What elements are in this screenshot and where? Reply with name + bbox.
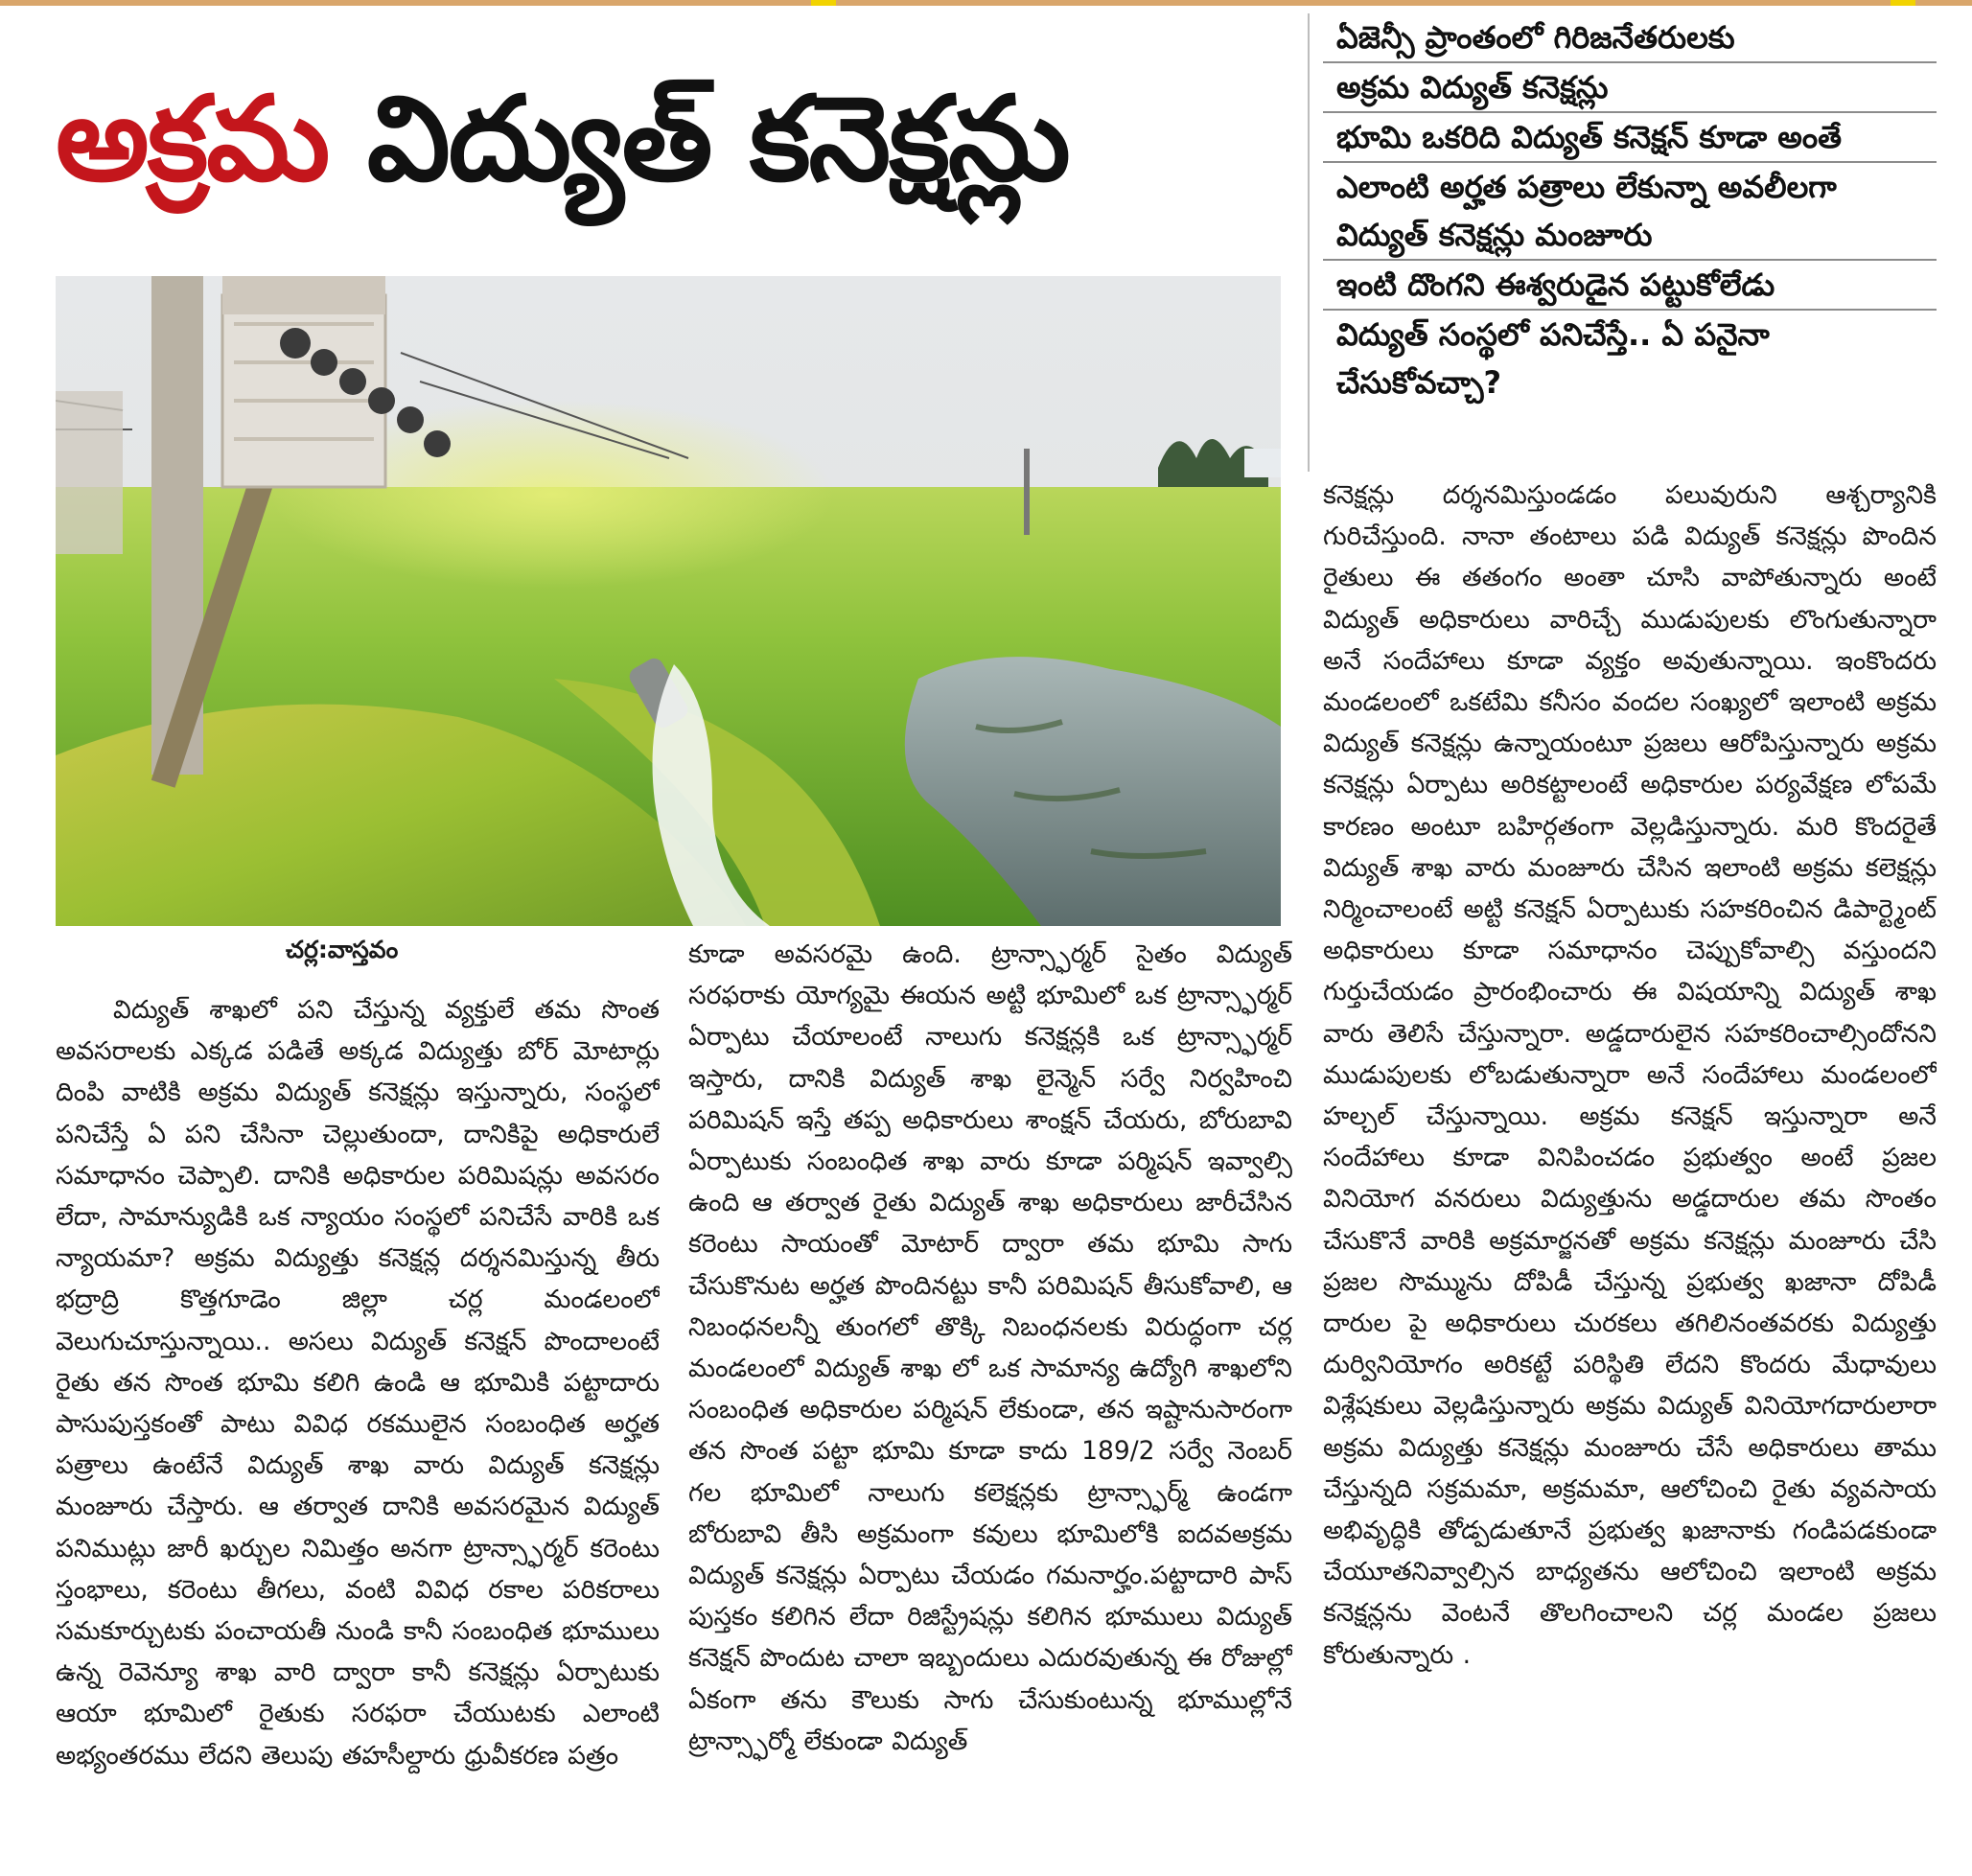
strip-mark bbox=[1891, 0, 1915, 6]
highlight-line: విద్యుత్ సంస్థలో పనిచేస్తే.. ఏ పనైనా bbox=[1336, 316, 1770, 353]
strip-mark bbox=[811, 0, 836, 6]
article-paragraph: కూడా అవసరమై ఉంది. ట్రాన్స్ఫార్మర్ సైతం విద్యుత్ సరఫరాకు యోగ్యమై ఈయన అట్టి భూమిలో ఒక ట్రాన్స్ఫార్మర్ ఏర్పాటు చేయాలంటే నాలుగు కనెక్షన్లకి ఒక ట్రాన్స్ఫార్మర్ ఇస్తారు, దానికి విద్యుత్ శాఖ లైన్మెన్ సర్వే నిర్వహించి పరిమిషన్ ఇస్తే తప్ప అధికారులు శాంక్షన్ చేయరు, బోరుబావి ఏర్పాటుకు సంబంధిత శాఖ వారు కూడా పర్మిషన్ ఇవ్వాల్సి ఉంది ఆ తర్వాత రైతు విద్యుత్ శాఖ అధికారులు జారీచేసిన కరెంటు సాయంతో మోటార్ ద్వారా తమ భూమి సాగు చేసుకొనుట అర్హత పొందినట్టు కానీ పరిమిషన్ తీసుకోవాలి, ఆ నిబంధనలన్నీ తుంగలో తొక్కి నిబంధనలకు విరుద్ధంగా చర్ల మండలంలో విద్యుత్ శాఖ లో ఒక సామాన్య ఉద్యోగి శాఖలోని సంబంధిత అధికారుల పర్మిషన్ లేకుండా, తన ఇష్టానుసారంగా తన సొంత పట్టా భూమి కూడా కాదు 189/2 సర్వే నెంబర్ గల భూమిలో నాలుగు కలెక్షన్లకు ట్రాన్స్ఫార్మ్ ఉండగా బోరుబావి తీసి అక్రమంగా కవులు భూమిలోకి ఐదవఅక్రమ విద్యుత్ కనెక్షన్లు ఏర్పాటు చేయడం గమనార్హం.పట్టాదారి పాస్ పుస్తకం కలిగిన లేదా రిజిస్ట్రేషన్లు కలిగిన భూములు విద్యుత్ కనెక్షన్ పొందుట చాలా ఇబ్బందులు ఎదురవుతున్న ఈ రోజుల్లో ఏకంగా తను కౌలుకు సాగు చేసుకుంటున్న భూముల్లోనే ట్రాన్స్ఫార్మో లేకుండా విద్యుత్ bbox=[688, 939, 1292, 1756]
highlight-line: విద్యుత్ కనెక్షన్లు మంజూరు bbox=[1323, 211, 1937, 261]
highlight-line: ఏజెన్సీ ప్రాంతంలో గిరిజనేతరులకు bbox=[1323, 13, 1937, 63]
news-photo bbox=[56, 276, 1281, 926]
highlight-line: ఎలాంటి అర్హత పత్రాలు లేకున్నా అవలీలగా bbox=[1336, 169, 1837, 205]
headline bbox=[56, 58, 1302, 220]
article-paragraph: విద్యుత్ శాఖలో పని చేస్తున్న వ్యక్తులే తమ సొంత అవసరాలకు ఎక్కడ పడితే అక్కడ విద్యుత్తు బోర్ మోటార్లు దింపి వాటికి అక్రమ విద్యుత్ కనెక్షన్లు ఇస్తున్నారు, సంస్థలో పనిచేస్తే ఏ పని చేసినా చెల్లుతుందా, దానికిపై అధికారులే సమాధానం చెప్పాలి. దానికి అధికారుల పరిమిషన్లు అవసరం లేదా, సామాన్యుడికి ఒక న్యాయం సంస్థలో పనిచేసే వారికి ఒక న్యాయమా? అక్రమ విద్యుత్తు కనెక్షన్ల దర్శనమిస్తున్న తీరు భద్రాద్రి కొత్తగూడెం జిల్లా చర్ల మండలంలో వెలుగుచూస్తున్నాయి.. అసలు విద్యుత్ కనెక్షన్ పొందాలంటే రైతు తన సొంత భూమి కలిగి ఉండి ఆ భూమికి పట్టాదారు పాసుపుస్తకంతో పాటు వివిధ రకములైన సంబంధిత అర్హత పత్రాలు ఉంటేనే విద్యుత్ శాఖ వారు విద్యుత్ కనెక్షన్లు మంజూరు చేస్తారు. ఆ తర్వాత దానికి అవసరమైన విద్యుత్ పనిముట్లు జారీ ఖర్చుల నిమిత్తం అనగా ట్రాన్స్ఫార్మర్ కరెంటు స్తంభాలు, కరెంటు తీగలు, వంటి వివిధ రకాల పరికరాలు సమకూర్చుటకు పంచాయతీ నుండి కానీ సంబంధిత భూములు ఉన్న రెవెన్యూ శాఖ వారి ద్వారా కానీ కనెక్షన్లు ఏర్పాటుకు ఆయా భూమిలో రైతుకు సరఫరా చేయుటకు ఎలాంటి అభ్యంతరము లేదని తెలుపు తహసీల్దారు ధ్రువీకరణ పత్రం bbox=[56, 995, 660, 1771]
top-color-strip bbox=[0, 0, 1972, 6]
article-column-2 bbox=[688, 934, 1292, 1869]
column-divider bbox=[1308, 13, 1310, 472]
article-paragraph: కనెక్షన్లు దర్శనమిస్తుండడం పలువురుని ఆశ్చర్యానికి గురిచేస్తుంది. నానా తంటాలు పడి విద్యుత్ కనెక్షన్లు పొందిన రైతులు ఈ తతంగం అంతా చూసి వాపోతున్నారు అంటే విద్యుత్ అధికారులు వారిచ్చే ముడుపులకు లొంగుతున్నారా అనే సందేహాలు కూడా వ్యక్తం అవుతున్నాయి. ఇంకొందరు మండలంలో ఒకటేమి కనీసం వందల సంఖ్యలో ఇలాంటి అక్రమ విద్యుత్ కనెక్షన్లు ఉన్నాయంటూ ప్రజలు ఆరోపిస్తున్నారు అక్రమ కనెక్షన్లు ఏర్పాటు అరికట్టాలంటే అధికారుల పర్యవేక్షణ లోపమే కారణం అంటూ బహిర్గతంగా వెల్లడిస్తున్నారు. మరి కొందరైతే విద్యుత్ శాఖ వారు మంజూరు చేసిన ఇలాంటి అక్రమ కలెక్షన్లు నిర్మించాలంటే అట్టి కనెక్షన్ ఏర్పాటుకు సహకరించిన డిపార్ట్మెంట్ అధికారులు కూడా సమాధానం చెప్పుకోవాల్సి వస్తుందని గుర్తుచేయడం ప్రారంభించారు ఈ విషయాన్ని విద్యుత్ శాఖ వారు తెలిసే చేస్తున్నారా. అడ్డదారులైన సహకరించాల్సిందోనని ముడుపులకు లోబడుతున్నారా అనే సందేహాలు మండలంలో హల్చల్ చేస్తున్నాయి. అక్రమ కనెక్షన్ ఇస్తున్నారా అనే సందేహాలు కూడా వినిపించడం ప్రభుత్వం అంటే ప్రజల వినియోగ వనరులు విద్యుత్తును అడ్డదారుల తమ సొంతం చేసుకొనే వారికి అక్రమార్జనతో అక్రమ కనెక్షన్లు మంజూరు చేసి ప్రజల సొమ్మును దోపిడీ చేస్తున్న ప్రభుత్వ ఖజానా దోపిడీ దారుల పై అధికారులు చురకలు తగిలినంతవరకు విద్యుత్తు దుర్వినియోగం అరికట్టే పరిస్థితి లేదని కొందరు మేధావులు విశ్లేషకులు వెల్లడిస్తున్నారు అక్రమ విద్యుత్ వినియోగదారులారా అక్రమ విద్యుత్తు కనెక్షన్లు మంజూరు చేసే అధికారులు తాము చేస్తున్నది సక్రమమా, అక్రమమా, ఆలోచించి రైతు వ్యవసాయ అభివృద్ధికి తోడ్పడుతూనే ప్రభుత్వ ఖజానాకు గండిపడకుండా చేయూతనివ్వాల్సిన బాధ్యతను ఆలోచించి ఇలాంటి అక్రమ కనెక్షన్లను వెంటనే తొలగించాలని చర్ల మండల ప్రజలు కోరుతున్నారు . bbox=[1323, 480, 1937, 1670]
highlight-line: ఇంటి దొంగని ఈశ్వరుడైన పట్టుకోలేడు bbox=[1323, 261, 1937, 311]
photo-caption: చర్ల:వాస్తవం bbox=[286, 936, 399, 963]
headline-red-part: అక్రమ bbox=[56, 71, 329, 207]
highlight-line: చేసుకోవచ్చా? bbox=[1336, 364, 1502, 401]
highlights-box bbox=[1323, 13, 1937, 464]
headline-black-part: విద్యుత్ కనెక్షన్లు bbox=[366, 71, 1069, 207]
highlight-line: భూమి ఒకరిది విద్యుత్ కనెక్షన్ కూడా అంతే bbox=[1323, 113, 1937, 163]
photo-illustration bbox=[56, 276, 1281, 926]
article-column-3 bbox=[1323, 475, 1937, 1874]
highlight-line: అక్రమ విద్యుత్ కనెక్షన్లు bbox=[1323, 63, 1937, 113]
article-column-1 bbox=[56, 989, 660, 1869]
